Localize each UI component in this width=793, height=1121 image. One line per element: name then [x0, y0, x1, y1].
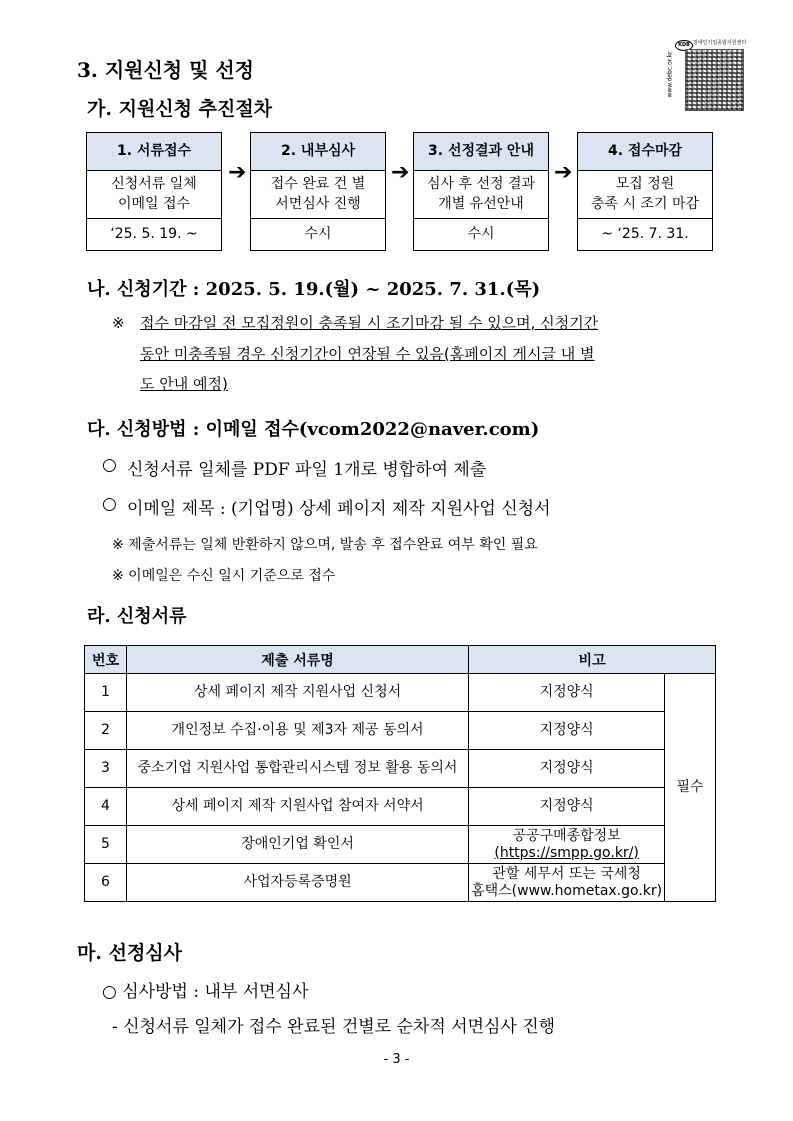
process-step-3: [413, 132, 549, 251]
step-title: 1. 서류접수: [87, 133, 221, 171]
subsection-title-ra: 라. 신청서류: [87, 606, 187, 627]
header-name: 제출 서류명: [126, 646, 468, 674]
step-desc: 심사 후 선정 결과 개별 유선안내: [414, 171, 548, 219]
qr-pattern: [685, 49, 744, 111]
table-row: 1 상세 페이지 제작 지원사업 신청서 지정양식 필수: [85, 674, 716, 712]
review-method: ○ 심사방법 : 내부 서면심사: [102, 982, 309, 1002]
table-row: 4 상세 페이지 제작 지원사업 참여자 서약서 지정양식: [85, 788, 716, 826]
process-step-4: [577, 132, 713, 251]
subsection-title-da: 다. 신청방법 : 이메일 접수(vcom2022@naver.com): [87, 419, 540, 440]
step-desc: 신청서류 일체 이메일 접수: [87, 171, 221, 219]
method-item-1: 신청서류 일체를 PDF 파일 1개로 병합하여 제출: [127, 460, 487, 480]
subsection-title-ga: 가. 지원신청 추진절차: [87, 98, 273, 120]
form-source: 공공구매종합정보 (https://smpp.go.kr/): [469, 826, 665, 864]
table-row: 2 개인정보 수집·이용 및 제3자 제공 동의서 지정양식: [85, 712, 716, 750]
documents-table: [84, 645, 716, 902]
qr-top-text: 장애인기업종합지원센터: [693, 40, 747, 46]
method-note-1: ※ 제출서류는 일체 반환하지 않으며, 발송 후 접수완료 여부 확인 필요: [112, 537, 538, 553]
note-mark: ※: [112, 314, 125, 332]
step-title: 3. 선정결과 안내: [414, 133, 548, 171]
step-desc: 모집 정원 충족 시 조기 마감: [578, 171, 712, 219]
arrow-right-icon: ➔: [391, 160, 410, 185]
process-step-2: [250, 132, 386, 251]
table-row: 3 중소기업 지원사업 통합관리시스템 정보 활용 동의서 지정양식: [85, 750, 716, 788]
step-when: ‘25. 5. 19. ~: [110, 226, 198, 242]
note-line-2: 동안 미충족될 경우 신청기간이 연장될 수 있음(홈페이지 게시글 내 별: [140, 345, 595, 363]
step-title: 2. 내부심사: [251, 133, 385, 171]
method-item-2: 이메일 제목 : (기업명) 상세 페이지 제작 지원사업 신청서: [127, 499, 551, 519]
header-no: 번호: [85, 646, 127, 674]
kdb-logo: KDB: [675, 40, 693, 51]
table-row: 5 장애인기업 확인서 공공구매종합정보 (https://smpp.go.kr/): [85, 826, 716, 864]
step-when: 수시: [467, 226, 495, 242]
process-step-1: [86, 132, 222, 251]
bullet-icon: ○: [102, 455, 117, 475]
method-note-2: ※ 이메일은 수신 일시 기준으로 접수: [112, 568, 336, 584]
note-line-3: 도 안내 예정): [140, 375, 228, 393]
page-number: - 3 -: [383, 1052, 410, 1067]
subsection-title-ma: 마. 선정심사: [77, 942, 182, 964]
subsection-title-na: 나. 신청기간 : 2025. 5. 19.(월) ~ 2025. 7. 31.(목): [87, 279, 541, 300]
step-when: ~ ‘25. 7. 31.: [601, 226, 689, 242]
arrow-right-icon: ➔: [554, 160, 573, 185]
arrow-right-icon: ➔: [228, 160, 247, 185]
form-source: 관할 세무서 또는 국세청 홈택스(www.hometax.go.kr): [469, 864, 665, 902]
section-title: 3. 지원신청 및 선정: [77, 58, 255, 82]
bullet-icon: ○: [102, 494, 117, 514]
qr-code: [666, 39, 747, 109]
qr-side-text: www.debc.or.kr: [666, 51, 674, 98]
step-when: 수시: [304, 226, 332, 242]
step-title: 4. 접수마감: [578, 133, 712, 171]
note-line-1: 접수 마감일 전 모집정원이 충족될 시 조기마감 될 수 있으며, 신청기간: [140, 314, 599, 332]
required-label: 필수: [665, 674, 716, 902]
step-desc: 접수 완료 건 별 서면심사 진행: [251, 171, 385, 219]
table-row: 6 사업자등록증명원 관할 세무서 또는 국세청 홈택스(www.hometax.go.kr): [85, 864, 716, 902]
review-detail: - 신청서류 일체가 접수 완료된 건별로 순차적 서면심사 진행: [112, 1017, 556, 1037]
header-note: 비고: [469, 646, 716, 674]
